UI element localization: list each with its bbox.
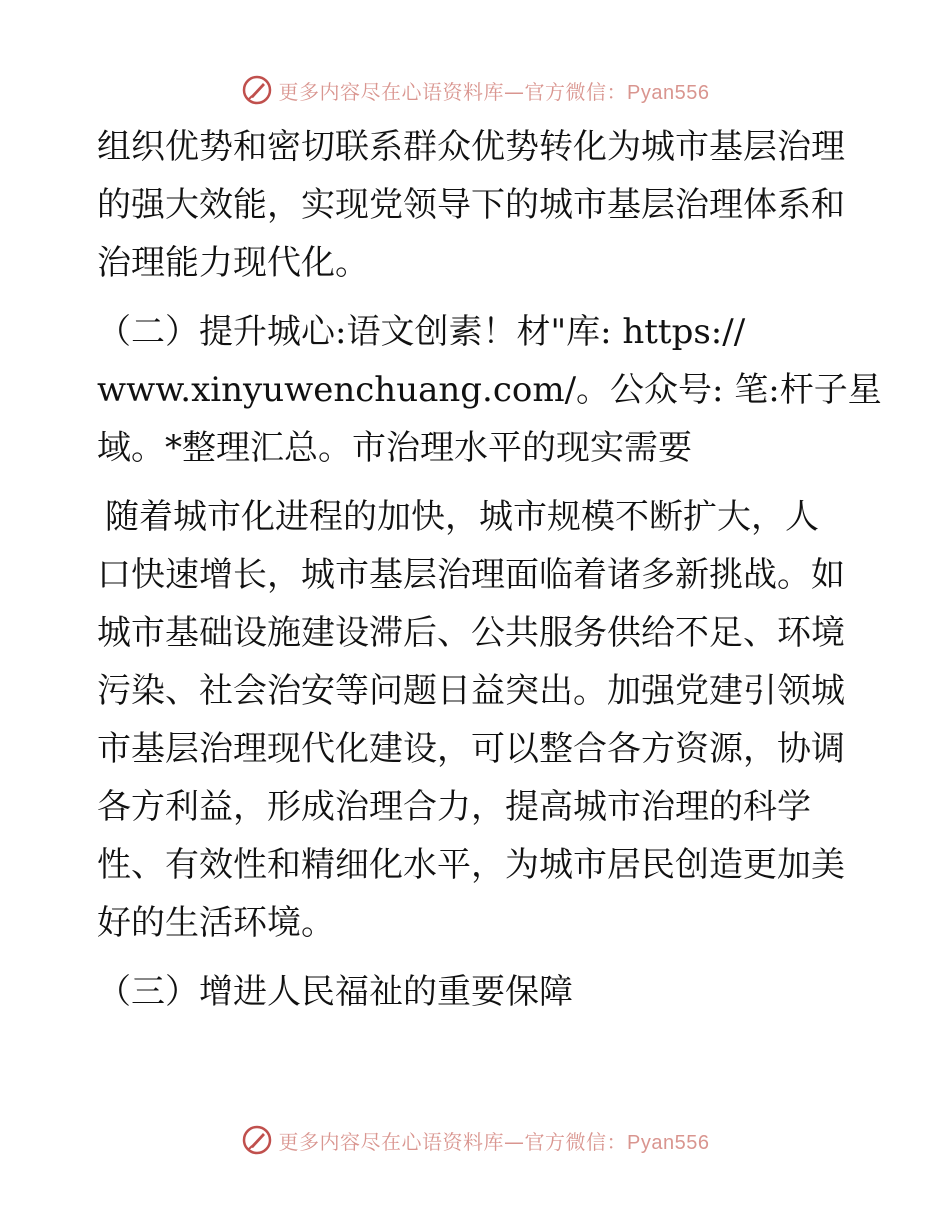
text-line: 污染、社会治安等问题日益突出。加强党建引领城 (97, 671, 845, 711)
text-line: 随着城市化进程的加快，城市规模不断扩大，人 (105, 497, 819, 537)
text-line: www.xinyuwenchuang.com/。公众号: 笔:杆子星 (97, 370, 882, 410)
text-line: 好的生活环境。 (97, 903, 335, 943)
section-heading-3: （三）增进人民福祉的重要保障 (97, 972, 573, 1012)
text-line: 的强大效能，实现党领导下的城市基层治理体系和 (97, 185, 845, 225)
watermark-text: 更多内容尽在心语资料库—官方微信：Pyan556 (278, 1129, 710, 1154)
text-line: 口快速增长，城市基层治理面临着诸多新挑战。如 (97, 555, 845, 595)
quill-logo-icon (241, 74, 273, 106)
page-header-watermark (0, 70, 950, 110)
text-line: 组织优势和密切联系群众优势转化为城市基层治理 (97, 127, 845, 167)
text-line: 城市基础设施建设滞后、公共服务供给不足、环境 (97, 613, 845, 653)
document-body (97, 118, 882, 1021)
text-line: 性、有效性和精细化水平，为城市居民创造更加美 (97, 845, 845, 885)
text-line: 各方利益，形成治理合力，提高城市治理的科学 (97, 787, 811, 827)
text-line: 市基层治理现代化建设，可以整合各方资源，协调 (97, 729, 845, 769)
text-line: 域。*整理汇总。市治理水平的现实需要 (97, 428, 692, 468)
watermark-text: 更多内容尽在心语资料库—官方微信：Pyan556 (278, 79, 710, 104)
section-heading-2: （二）提升城心:语文创素！材"库: https:// (97, 312, 746, 352)
text-line: 治理能力现代化。 (97, 243, 369, 283)
page-footer-watermark (0, 1120, 950, 1160)
quill-logo-icon (241, 1124, 273, 1156)
watermark-id: Pyan556 (627, 81, 710, 104)
watermark-id: Pyan556 (627, 1131, 710, 1154)
